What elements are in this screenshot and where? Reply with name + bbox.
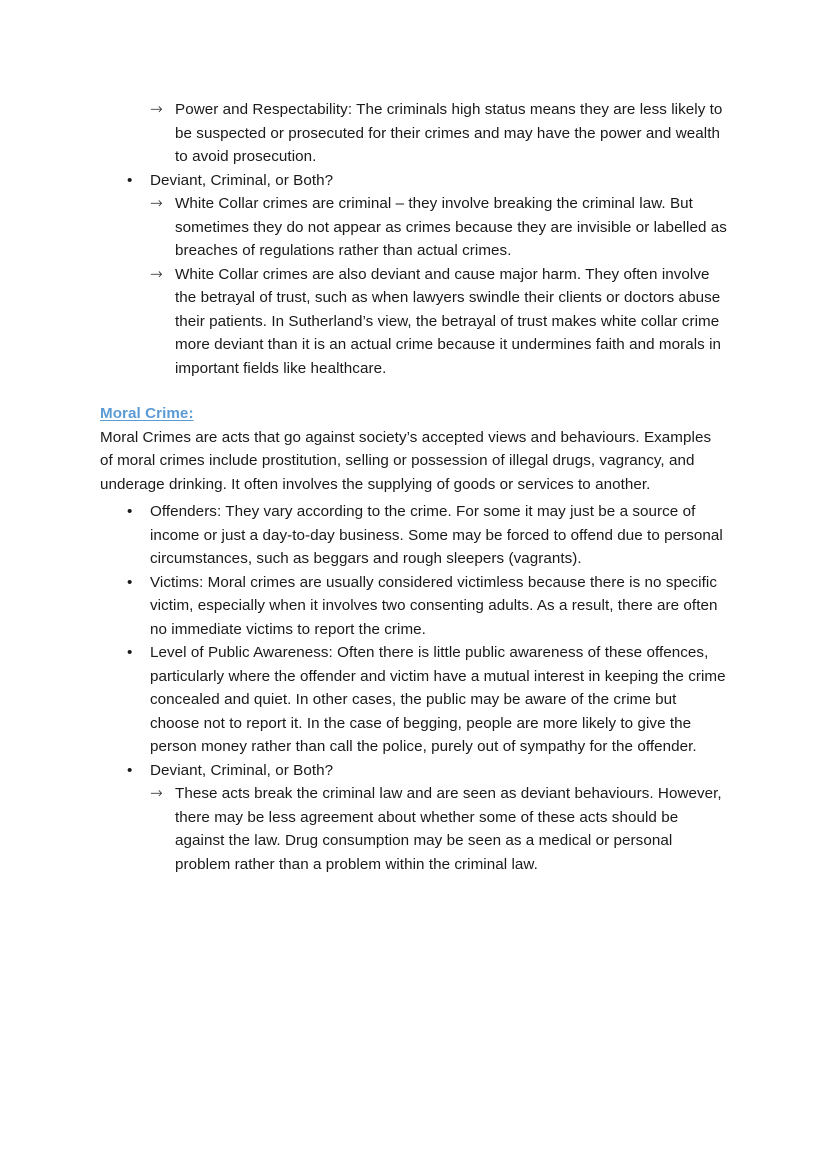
list-item-text: Victims: Moral crimes are usually considered victimless because there is no specific victim, especially when it involves two consenting adults. As a result, there are often no immediate victims to report the crime. — [150, 573, 718, 638]
white-collar-continuation-list — [100, 98, 728, 169]
list-item — [100, 571, 728, 642]
white-collar-bullet-list — [100, 169, 728, 381]
moral-crime-sublist — [100, 782, 728, 876]
list-item — [100, 192, 728, 263]
moral-crime-intro-paragraph: Moral Crimes are acts that go against society’s accepted views and behaviours. Examples of moral crimes include prostitution, selling or possession of illegal drugs, vagrancy, and underage drinking. It often involves the supplying of goods or services to another. — [100, 428, 712, 493]
list-item — [100, 98, 728, 169]
list-item — [100, 759, 728, 877]
section-spacer — [100, 380, 728, 402]
section-heading-moral-crime: Moral Crime: — [100, 405, 194, 422]
list-item — [100, 169, 728, 381]
list-item-text: Power and Respectability: The criminals high status means they are less likely to be suspected or prosecuted for their crimes and may have the power and wealth to avoid prosecution. — [175, 101, 723, 165]
list-item — [100, 263, 728, 381]
list-item-text: Deviant, Criminal, or Both? — [150, 171, 334, 189]
list-item — [100, 641, 728, 759]
bullet-icon: • — [127, 573, 133, 591]
list-item-text: These acts break the criminal law and are seen as deviant behaviours. However, there may be less agreement about whether some of these acts should be against the law. Drug consumption may be seen as a medical or personal problem rather than a problem within the criminal law. — [175, 785, 722, 873]
bullet-icon: • — [127, 171, 133, 189]
arrow-icon: → — [150, 264, 163, 283]
white-collar-sublist — [100, 192, 728, 380]
arrow-icon: → — [150, 100, 163, 118]
document-body — [100, 98, 728, 876]
arrow-icon: → — [150, 194, 163, 212]
list-item — [100, 500, 728, 571]
arrow-icon: → — [150, 784, 163, 802]
bullet-icon: • — [127, 761, 133, 779]
list-item-text: Deviant, Criminal, or Both? — [150, 761, 334, 779]
list-item-text: White Collar crimes are also deviant and cause major harm. They often involve the betrayal of trust, such as when lawyers swindle their clients or doctors abuse their patients. In Sutherland’s view, the betrayal of trust makes white collar crime more deviant than it is an actual crime because it undermines faith and morals in important fields like healthcare. — [175, 265, 722, 377]
moral-crime-bullet-list — [100, 500, 728, 876]
list-item-text: White Collar crimes are criminal – they involve breaking the criminal law. But sometimes they do not appear as crimes because they are invisible or labelled as breaches of regulations rather than actual crimes. — [175, 195, 727, 259]
bullet-icon: • — [127, 503, 133, 520]
list-item-text: Level of Public Awareness: Often there is little public awareness of these offences, particularly where the offender and victim have a mutual interest in keeping the crime concealed and quiet. In other cases, the public may be aware of the crime but choose not to report it. In the case of begging, people are more likely to give the person money rather than call the police, purely out of sympathy for the offender. — [150, 644, 726, 755]
bullet-icon: • — [127, 644, 133, 661]
list-item-text: Offenders: They vary according to the crime. For some it may just be a source of income or just a day-to-day business. Some may be forced to offend due to personal circumstances, such as beggars and rough sleepers (vagrants). — [150, 503, 723, 567]
list-item — [100, 782, 728, 876]
